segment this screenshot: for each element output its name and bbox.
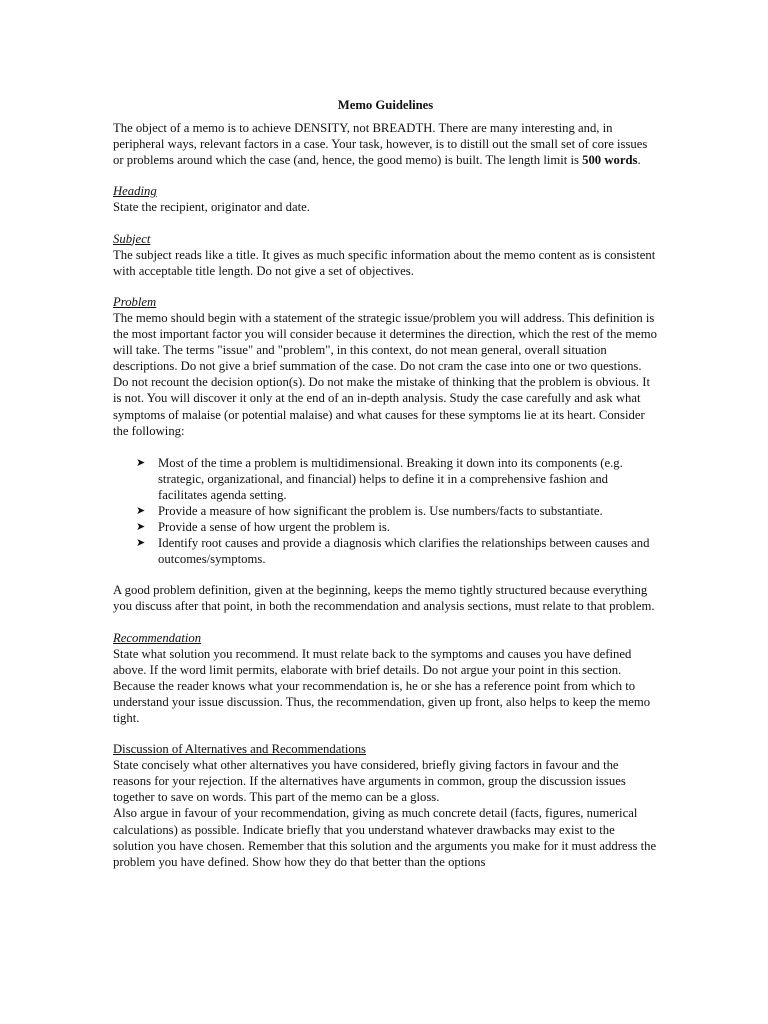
intro-end: .: [637, 153, 641, 168]
list-item: [113, 535, 658, 567]
list-item: [113, 503, 658, 519]
bullet-text: Most of the time a problem is multidimensional. Breaking it down into its components (e.g. strategic, organizational, and financial) helps to define it in a comprehensive fashion and facilitates agenda setting.: [158, 455, 623, 502]
intro-paragraph: [113, 120, 658, 168]
bullet-text: Identify root causes and provide a diagnosis which clarifies the relationships between causes and outcomes/symptoms.: [158, 536, 650, 567]
word-limit: 500 words: [582, 153, 638, 168]
problem-section-title: Problem: [113, 294, 157, 309]
arrowhead-bullet-icon: ➤: [136, 520, 146, 534]
discussion-paragraph-1: State concisely what other alternatives you have considered, briefly giving factors in favour and the reasons for your rejection. If the alternatives have arguments in common, group the discussion issues together to save on words. This part of the memo can be a gloss.: [113, 758, 626, 805]
recommendation-section-body: State what solution you recommend. It must relate back to the symptoms and causes you have defined above. If the word limit permits, elaborate with brief details. Do not argue your point in this section. Because the reader knows what your recommendation is, he or she has a reference point from which to understand your issue discussion. Thus, the recommendation, given up front, also helps to keep the memo tight.: [113, 646, 651, 725]
arrowhead-bullet-icon: ➤: [136, 455, 146, 469]
bullet-text: Provide a measure of how significant the problem is. Use numbers/facts to substantiate.: [158, 503, 603, 518]
problem-bullet-list: [113, 455, 658, 568]
arrowhead-bullet-icon: ➤: [136, 503, 146, 517]
bullet-text: Provide a sense of how urgent the problem is.: [158, 520, 390, 535]
problem-section-body: The memo should begin with a statement of the strategic issue/problem you will address. This definition is the most important factor you will consider because it determines the direction, which the rest of the memo will take. The terms "issue" and "problem", in this context, do not mean general, overall situation descriptions. Do not give a brief summation of the case. Do not cram the case into one or two questions. Do not recount the decision option(s). Do not make the mistake of thinking that the problem is obvious. It is not. You will discover it only at the end of an in-depth analysis. Study the case carefully and ask what symptoms of malaise (or potential malaise) and what causes for these symptoms lie at its heart. Consider the following:: [113, 310, 657, 438]
memo-document: [113, 97, 658, 870]
heading-section-title: Heading: [113, 184, 157, 199]
discussion-paragraph-2: Also argue in favour of your recommendation, giving as much concrete detail (facts, figures, numerical calculations) as possible. Indicate briefly that you understand whatever drawbacks may exist to the solution you have chosen. Remember that this solution and the arguments you make for it must address the problem you have defined. Show how they do that better than the options: [113, 806, 657, 869]
recommendation-section-title: Recommendation: [113, 630, 202, 645]
page-title: Memo Guidelines: [337, 98, 434, 112]
problem-closing-paragraph: A good problem definition, given at the beginning, keeps the memo tightly structured because everything you discuss after that point, in both the recommendation and analysis sections, must relate to that problem.: [113, 583, 655, 614]
subject-section-title: Subject: [113, 231, 151, 246]
arrowhead-bullet-icon: ➤: [136, 536, 146, 550]
intro-text: The object of a memo is to achieve DENSITY, not BREADTH. There are many interesting and, in peripheral ways, relevant factors in a case. Your task, however, is to distill out the small set of core issues or problems around which the case (and, hence, the good memo) is built. The length limit is: [113, 121, 648, 168]
list-item: [113, 455, 658, 503]
list-item: [113, 519, 658, 535]
subject-section-body: The subject reads like a title. It gives as much specific information about the memo content as is consistent with acceptable title length. Do not give a set of objectives.: [113, 247, 656, 278]
spacer: [113, 439, 658, 455]
discussion-section-title: Discussion of Alternatives and Recommendations: [113, 742, 366, 757]
heading-section-body: State the recipient, originator and date.: [113, 200, 310, 215]
